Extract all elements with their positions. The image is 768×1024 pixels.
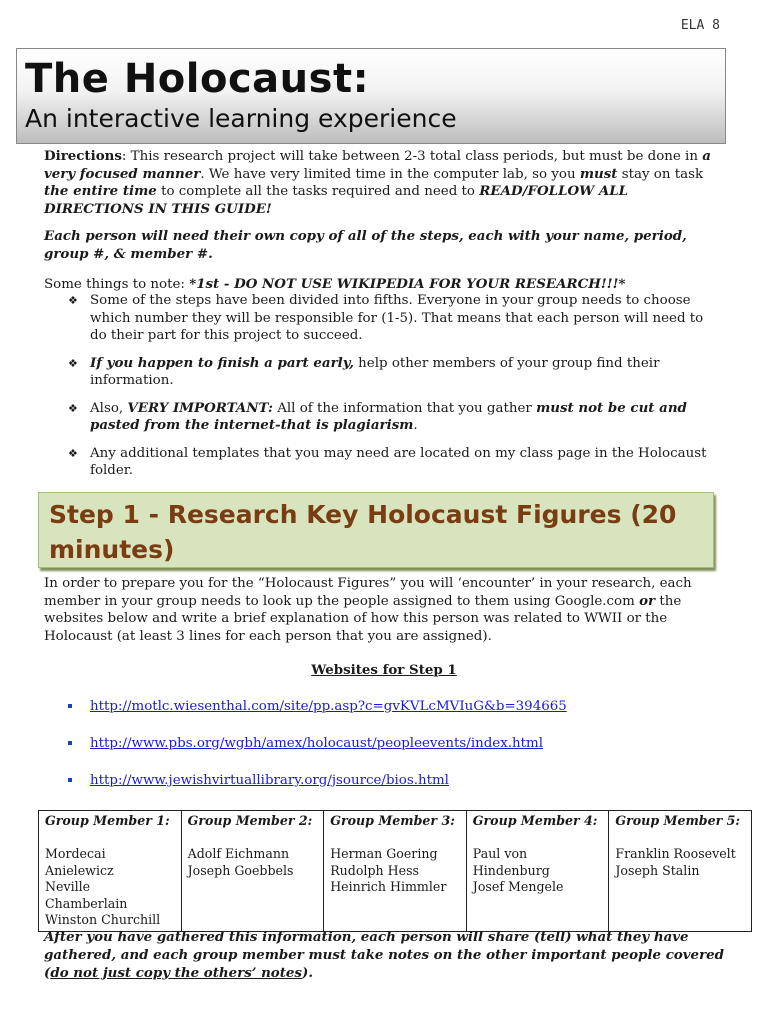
website-link-3[interactable]: http://www.jewishvirtuallibrary.org/jsource/bios.html bbox=[90, 773, 449, 788]
group-member-5-cell bbox=[609, 811, 752, 932]
closing-text: After you have gathered this information, each person will share (tell) what they have gathered, and each group member must take notes on the other important people covered ( bbox=[44, 929, 725, 981]
person-name: Mordecai Anielewicz bbox=[45, 846, 114, 878]
notes-list bbox=[44, 292, 724, 480]
intro-emphasis: or bbox=[639, 592, 656, 609]
list-item bbox=[44, 445, 724, 480]
person-name: Franklin Roosevelt bbox=[615, 846, 736, 861]
page-title: The Holocaust: bbox=[25, 56, 370, 102]
directions-text-2: . We have very limited time in the computer lab, so you bbox=[200, 166, 580, 182]
closing-underlined: do not just copy the others’ notes bbox=[50, 965, 302, 981]
group-member-4-header: Group Member 4: bbox=[472, 813, 598, 828]
directions-emphasis-4: READ/FOLLOW ALL DIRECTIONS IN THIS GUIDE! bbox=[44, 183, 629, 217]
list-item bbox=[44, 698, 724, 735]
website-link-1[interactable]: http://motlc.wiesenthal.com/site/pp.asp?c=gvKVLcMVIuG&b=394665 bbox=[90, 699, 567, 714]
person-name: Rudolph Hess bbox=[330, 862, 419, 878]
note-text: Some of the steps have been divided into fifths. Everyone in your group needs to choose which number they will be responsible for (1-5). That means that each person will need to do their part for this project to succeed. bbox=[90, 293, 704, 343]
note-emphasis: If you happen to finish a part early, bbox=[90, 354, 354, 371]
diamond-bullet-icon: ❖ bbox=[68, 294, 78, 307]
group-members-table bbox=[38, 810, 752, 932]
directions-label: Directions bbox=[44, 148, 122, 164]
list-item bbox=[44, 400, 724, 435]
directions-section bbox=[44, 148, 724, 263]
directions-text-4: to complete all the tasks required and need to bbox=[156, 184, 480, 199]
note-emphasis: must not be cut and pasted from the internet-that is plagiarism bbox=[90, 399, 687, 433]
closing-end: ). bbox=[301, 965, 313, 981]
person-name: Adolf Eichmann bbox=[187, 846, 290, 861]
group-member-1-cell bbox=[39, 811, 182, 932]
intro-text-2: the websites below and write a brief explanation of how this person was related to WWII or the Holocaust (at least 3 lines for each person that you are assigned). bbox=[44, 593, 682, 644]
person-name: Paul von Hindenburg bbox=[472, 846, 550, 878]
title-banner bbox=[16, 48, 726, 144]
note-text: help other members of your group find their information. bbox=[90, 355, 660, 388]
group-member-3-cell bbox=[324, 811, 467, 932]
directions-paragraph bbox=[44, 148, 724, 218]
websites-list bbox=[44, 698, 724, 809]
step-1-intro bbox=[44, 575, 724, 645]
note-emphasis: VERY IMPORTANT: bbox=[127, 399, 273, 416]
person-name: Heinrich Himmler bbox=[330, 879, 447, 894]
closing-paragraph bbox=[44, 928, 724, 982]
websites-list-wrap bbox=[44, 698, 724, 809]
directions-text-3: stay on task bbox=[617, 166, 704, 182]
diamond-bullet-icon: ❖ bbox=[68, 446, 78, 460]
note-emphasis: *1st - DO NOT USE WIKIPEDIA FOR YOUR RESEARCH!!!* bbox=[189, 276, 626, 292]
person-name: Josef Mengele bbox=[472, 879, 564, 894]
note-text: Any additional templates that you may need are located on my class page in the Holocaust folder. bbox=[90, 445, 707, 478]
note-text: All of the information that you gather bbox=[272, 400, 537, 416]
person-name: Herman Goering bbox=[330, 846, 438, 861]
step-1-banner bbox=[38, 492, 714, 568]
directions-emphasis-2: must bbox=[579, 165, 618, 182]
websites-heading: Websites for Step 1 bbox=[311, 662, 457, 678]
intro-text-1: In order to prepare you for the “Holocaust Figures” you will ‘encounter’ in your research, each member in your group needs to look up the people assigned to them using Google.com bbox=[44, 576, 692, 609]
directions-emphasis-1: a very focused manner bbox=[44, 148, 711, 182]
each-person-paragraph bbox=[44, 228, 724, 263]
note-text: . bbox=[413, 418, 418, 433]
square-bullet-icon bbox=[68, 741, 72, 745]
square-bullet-icon bbox=[68, 704, 72, 708]
group-member-3-header: Group Member 3: bbox=[330, 813, 455, 828]
person-name: Joseph Goebbels bbox=[187, 862, 294, 878]
group-member-1-header: Group Member 1: bbox=[45, 813, 170, 828]
square-bullet-icon bbox=[68, 778, 72, 782]
diamond-bullet-icon: ❖ bbox=[68, 356, 78, 370]
list-item bbox=[44, 355, 724, 390]
group-member-2-header: Group Member 2: bbox=[187, 813, 313, 828]
note-line bbox=[44, 276, 724, 294]
person-name: Neville Chamberlain bbox=[45, 879, 128, 911]
page-subtitle: An interactive learning experience bbox=[25, 104, 457, 133]
table-row bbox=[39, 811, 752, 932]
group-member-2-cell bbox=[181, 811, 324, 932]
group-member-4-cell bbox=[466, 811, 609, 932]
notes-list-wrap bbox=[44, 292, 724, 490]
directions-text-1: : This research project will take between 2-3 total class periods, but must be done in bbox=[121, 149, 703, 164]
step-1-title: Step 1 - Research Key Holocaust Figures (20 minutes) bbox=[49, 500, 677, 564]
note-text: Also, bbox=[90, 400, 128, 416]
course-label: ELA 8 bbox=[680, 18, 720, 33]
person-name: Winston Churchill bbox=[45, 912, 161, 927]
note-prefix: Some things to note: bbox=[44, 277, 190, 292]
diamond-bullet-icon: ❖ bbox=[68, 401, 78, 415]
website-link-2[interactable]: http://www.pbs.org/wgbh/amex/holocaust/peopleevents/index.html bbox=[90, 736, 544, 751]
directions-emphasis-3: the entire time bbox=[44, 183, 157, 199]
list-item bbox=[44, 292, 724, 345]
each-person-text: Each person will need their own copy of all of the steps, each with your name, period, group #, & member #. bbox=[44, 228, 687, 262]
group-member-5-header: Group Member 5: bbox=[615, 813, 741, 828]
person-name: Joseph Stalin bbox=[615, 862, 700, 878]
list-item bbox=[44, 772, 724, 809]
list-item bbox=[44, 735, 724, 772]
